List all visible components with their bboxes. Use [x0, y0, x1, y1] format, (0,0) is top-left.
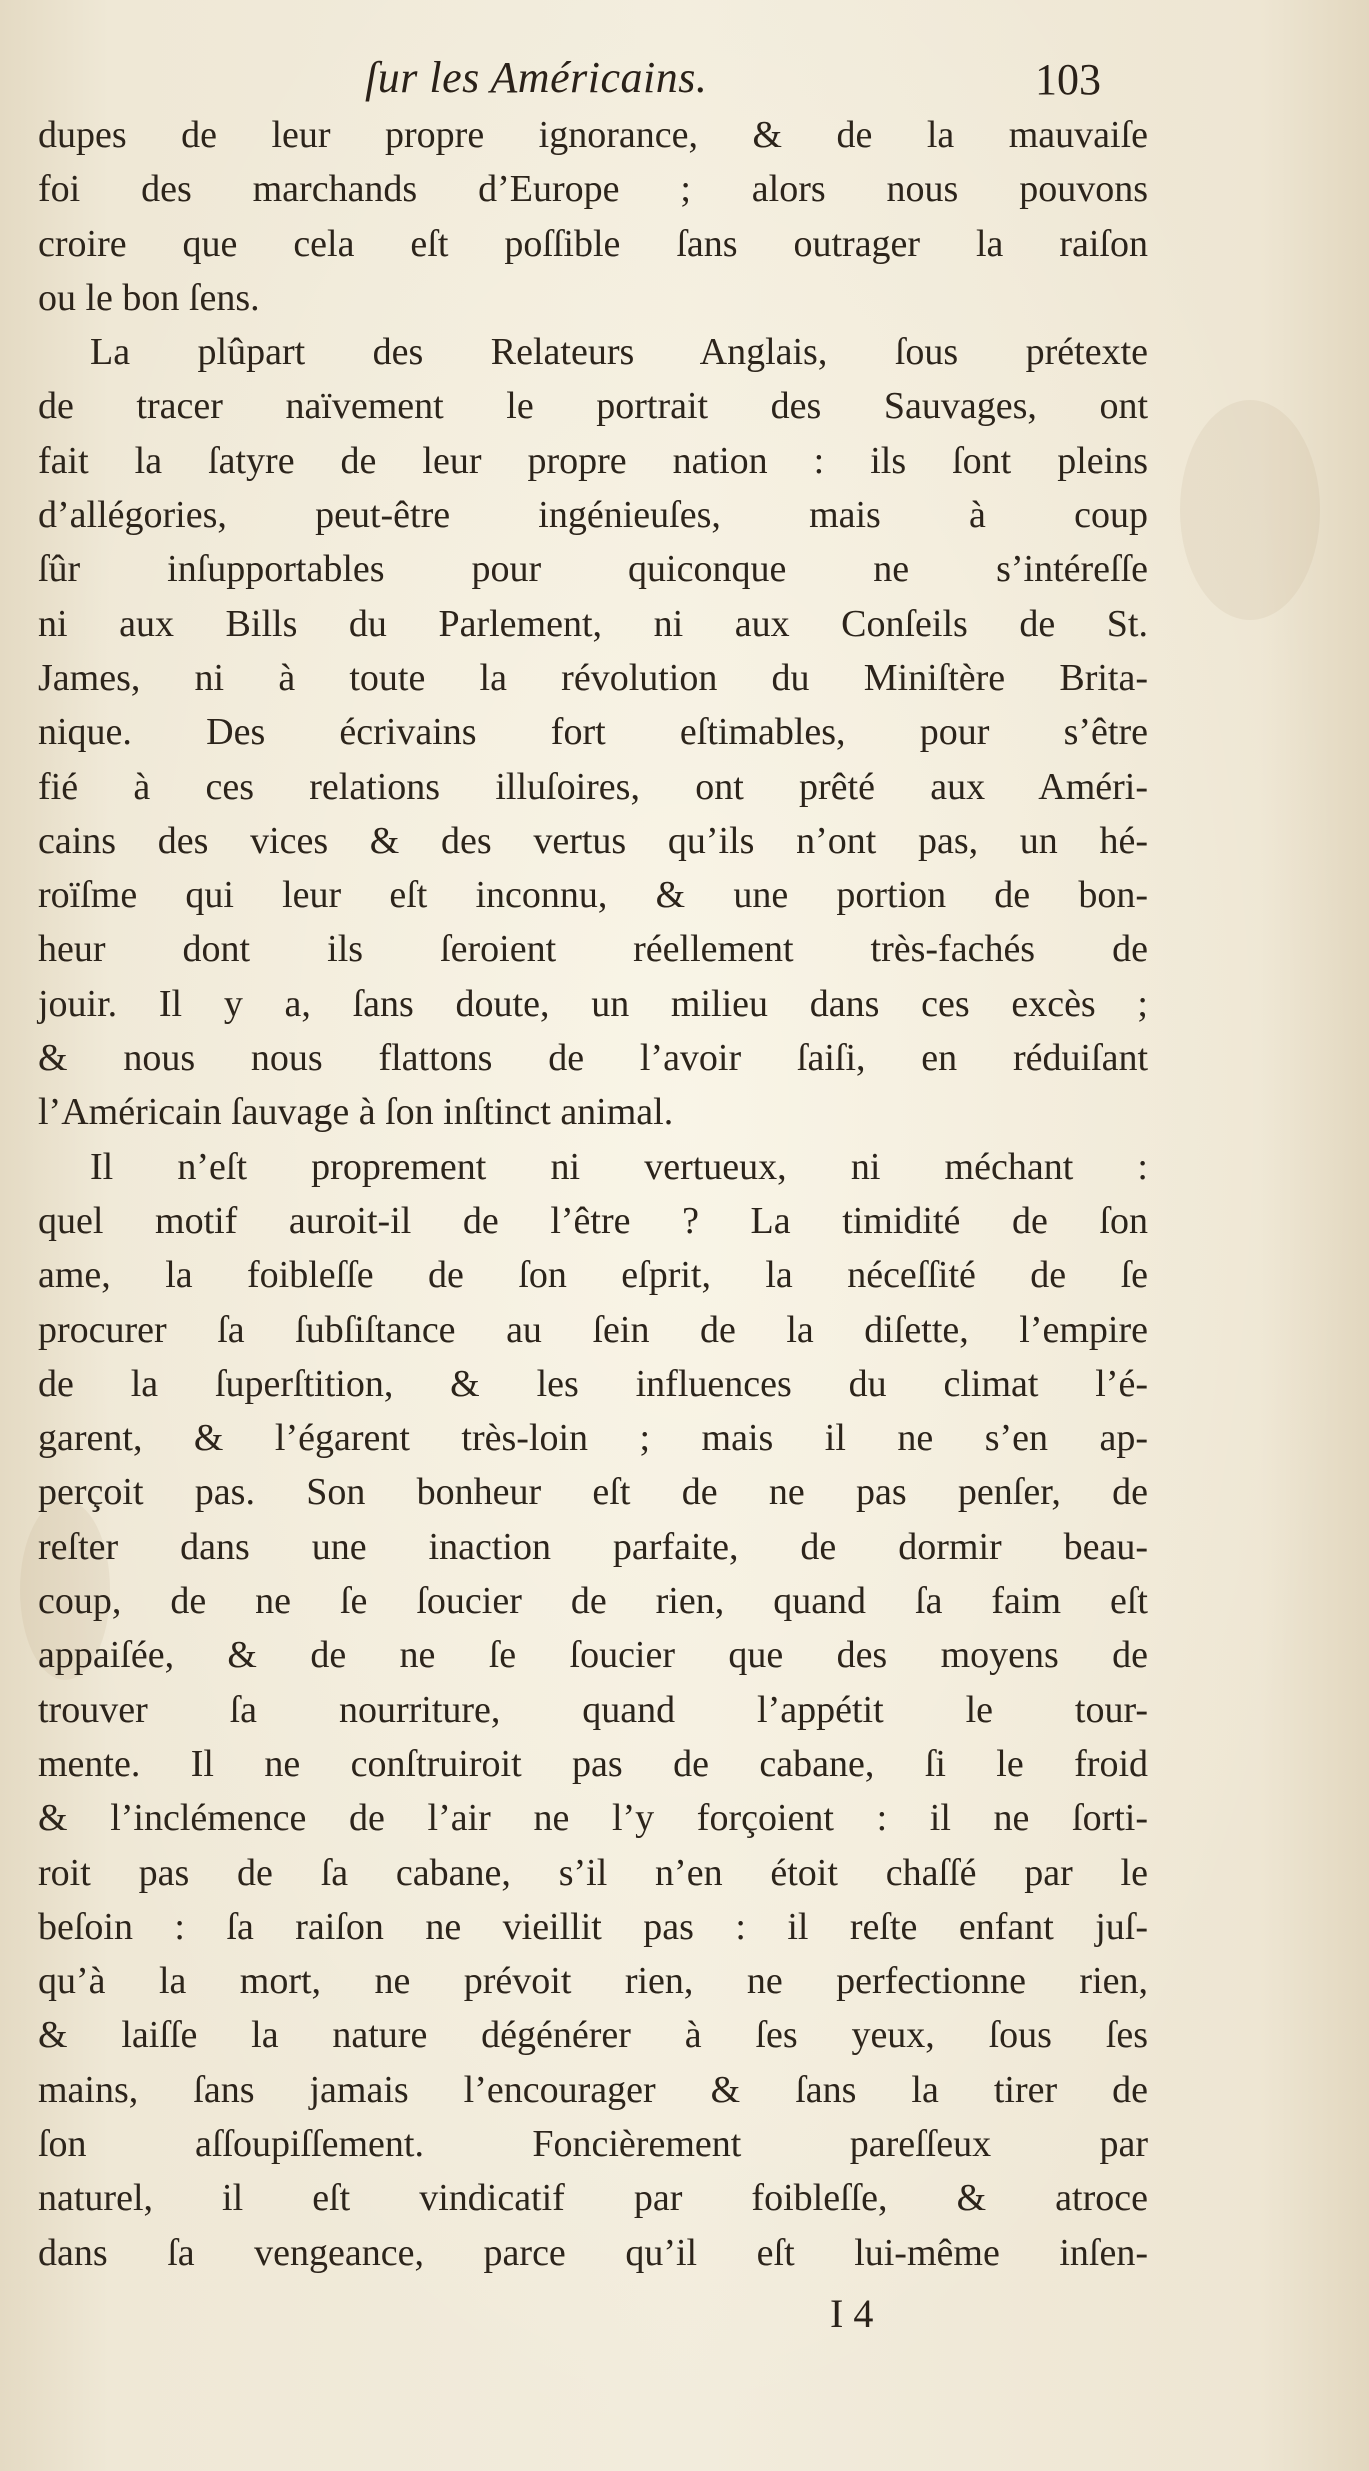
paper-stain: [1180, 400, 1320, 620]
text-line: d’allégories, peut-être ingénieuſes, mais à coup: [38, 494, 1148, 537]
text-line: perçoit pas. Son bonheur eſt de ne pas penſer, de: [38, 1471, 1148, 1514]
text-line: fié à ces relations illuſoires, ont prêté aux Améri-: [38, 765, 1148, 808]
text-line: ſon aſſoupiſſement. Foncièrement pareſſeux par: [38, 2122, 1148, 2165]
text-line: dans ſa vengeance, parce qu’il eſt lui-même inſen-: [38, 2231, 1148, 2274]
text-line: jouir. Il y a, ſans doute, un milieu dans ces excès ;: [38, 982, 1148, 1025]
text-line: croire que cela eſt poſſible ſans outrager la raiſon: [38, 222, 1148, 265]
text-line: quel motif auroit-il de l’être ? La timidité de ſon: [38, 1199, 1148, 1242]
text-line: nique. Des écrivains fort eſtimables, pour s’être: [38, 711, 1148, 754]
text-line: de la ſuperſtition, & les influences du climat l’é-: [38, 1362, 1148, 1405]
text-line: & l’inclémence de l’air ne l’y forçoient : il ne ſorti-: [38, 1797, 1148, 1840]
text-line: qu’à la mort, ne prévoit rien, ne perfectionne rien,: [38, 1960, 1148, 2003]
text-line: ſûr inſupportables pour quiconque ne s’intéreſſe: [38, 548, 1148, 591]
text-line: appaiſée, & de ne ſe ſoucier que des moyens de: [38, 1634, 1148, 1677]
text-line: mains, ſans jamais l’encourager & ſans la tirer de: [38, 2068, 1148, 2111]
text-line: beſoin : ſa raiſon ne vieillit pas : il reſte enfant juſ-: [38, 1905, 1148, 1948]
text-line: James, ni à toute la révolution du Miniſtère Brita-: [38, 656, 1148, 699]
text-line: Il n’eſt proprement ni vertueux, ni méchant :: [90, 1145, 1148, 1188]
text-line: cains des vices & des vertus qu’ils n’ont pas, un hé-: [38, 819, 1148, 862]
text-line: heur dont ils ſeroient réellement très-fachés de: [38, 928, 1148, 971]
text-line: l’Américain ſauvage à ſon inſtinct animal.: [38, 1091, 674, 1134]
text-line: fait la ſatyre de leur propre nation : ils ſont pleins: [38, 439, 1148, 482]
text-line: ou le bon ſens.: [38, 276, 260, 319]
text-line: coup, de ne ſe ſoucier de rien, quand ſa faim eſt: [38, 1580, 1148, 1623]
text-line: naturel, il eſt vindicatif par foibleſſe, & atroce: [38, 2177, 1148, 2220]
page-header: [0, 52, 1369, 112]
text-line: roit pas de ſa cabane, s’il n’en étoit chaſſé par le: [38, 1851, 1148, 1894]
text-line: mente. Il ne conſtruiroit pas de cabane, ſi le froid: [38, 1742, 1148, 1785]
page-number: 103: [1035, 55, 1101, 104]
text-line: foi des marchands d’Europe ; alors nous pouvons: [38, 168, 1148, 211]
text-line: ni aux Bills du Parlement, ni aux Conſeils de St.: [38, 602, 1148, 645]
body-text: [38, 108, 1148, 2280]
text-line: de tracer naïvement le portrait des Sauvages, ont: [38, 385, 1148, 428]
text-line: trouver ſa nourriture, quand l’appétit le tour-: [38, 1688, 1148, 1731]
text-line: La plûpart des Relateurs Anglais, ſous prétexte: [90, 331, 1148, 374]
text-line: & laiſſe la nature dégénérer à ſes yeux, ſous ſes: [38, 2014, 1148, 2057]
text-line: ame, la foibleſſe de ſon eſprit, la néceſſité de ſe: [38, 1254, 1148, 1297]
running-title: ſur les Américains.: [365, 53, 708, 102]
text-line: reſter dans une inaction parfaite, de dormir beau-: [38, 1525, 1148, 1568]
text-line: procurer ſa ſubſiſtance au ſein de la diſette, l’empire: [38, 1308, 1148, 1351]
text-line: & nous nous flattons de l’avoir ſaiſi, en réduiſant: [38, 1037, 1148, 1080]
signature-mark: I 4: [830, 2291, 874, 2336]
text-line: garent, & l’égarent très-loin ; mais il ne s’en ap-: [38, 1417, 1148, 1460]
text-line: dupes de leur propre ignorance, & de la mauvaiſe: [38, 114, 1148, 156]
text-line: roïſme qui leur eſt inconnu, & une portion de bon-: [38, 874, 1148, 917]
